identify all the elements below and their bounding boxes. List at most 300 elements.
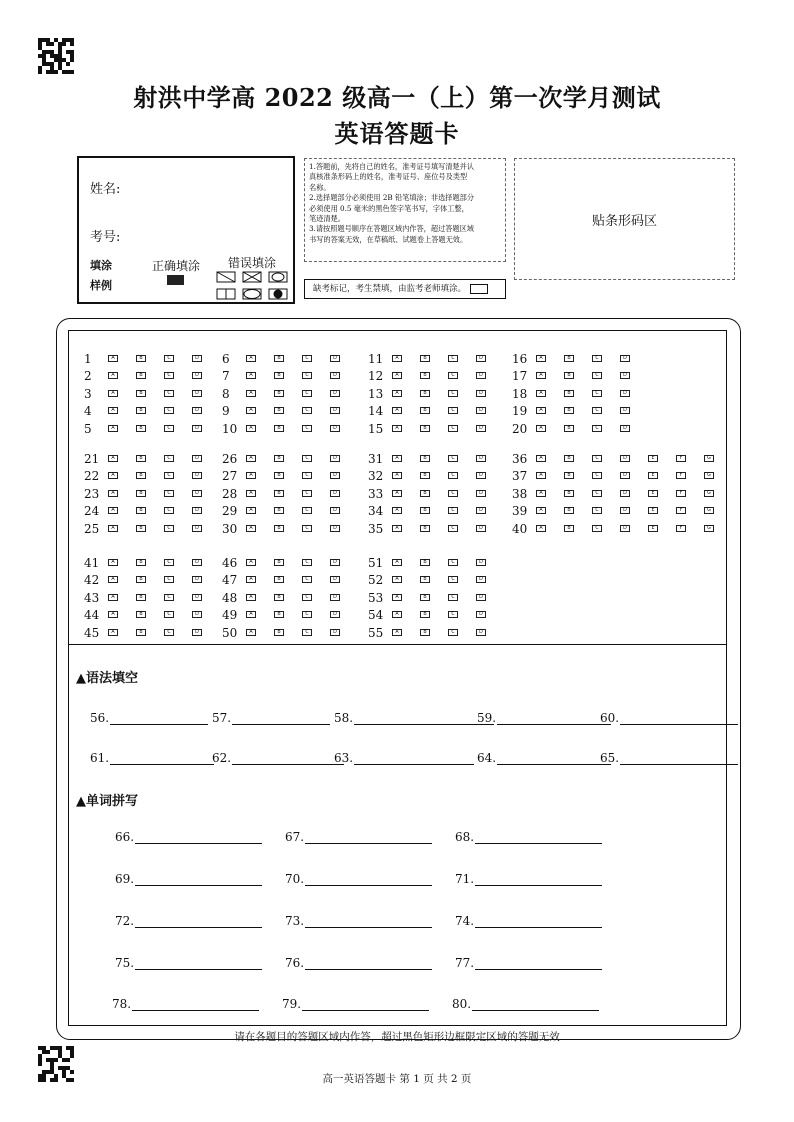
option-19-B[interactable]: B	[564, 407, 574, 414]
option-18-B[interactable]: B	[564, 390, 574, 397]
option-33-D[interactable]: D	[476, 490, 486, 497]
option-5-C[interactable]: C	[164, 425, 174, 432]
absent-checkbox[interactable]	[470, 284, 488, 294]
option-24-C[interactable]: C	[164, 507, 174, 514]
option-27-A[interactable]: A	[246, 472, 256, 479]
option-52-D[interactable]: D	[476, 576, 486, 583]
option-22-A[interactable]: A	[108, 472, 118, 479]
option-20-C[interactable]: C	[592, 425, 602, 432]
option-51-A[interactable]: A	[392, 559, 402, 566]
option-36-C[interactable]: C	[592, 455, 602, 462]
option-41-C[interactable]: C	[164, 559, 174, 566]
option-44-A[interactable]: A	[108, 611, 118, 618]
option-8-D[interactable]: D	[330, 390, 340, 397]
option-45-C[interactable]: C	[164, 629, 174, 636]
option-54-D[interactable]: D	[476, 611, 486, 618]
option-27-B[interactable]: B	[274, 472, 284, 479]
option-55-C[interactable]: C	[448, 629, 458, 636]
option-7-B[interactable]: B	[274, 372, 284, 379]
option-37-G[interactable]: G	[704, 472, 714, 479]
option-28-C[interactable]: C	[302, 490, 312, 497]
question-number-43: 43	[84, 590, 100, 605]
option-38-A[interactable]: A	[536, 490, 546, 497]
option-46-A[interactable]: A	[246, 559, 256, 566]
answer-line[interactable]	[475, 873, 602, 886]
option-16-D[interactable]: D	[620, 355, 630, 362]
option-44-B[interactable]: B	[136, 611, 146, 618]
option-44-D[interactable]: D	[192, 611, 202, 618]
spelling-blank-79[interactable]	[282, 997, 429, 1011]
option-26-A[interactable]: A	[246, 455, 256, 462]
option-11-B[interactable]: B	[420, 355, 430, 362]
answer-line[interactable]	[135, 873, 262, 886]
option-3-C[interactable]: C	[164, 390, 174, 397]
grammar-blank-63[interactable]	[334, 751, 474, 765]
option-8-C[interactable]: C	[302, 390, 312, 397]
option-33-A[interactable]: A	[392, 490, 402, 497]
option-50-C[interactable]: C	[302, 629, 312, 636]
answer-line[interactable]	[135, 831, 262, 844]
option-40-E[interactable]: E	[648, 525, 658, 532]
option-5-D[interactable]: D	[192, 425, 202, 432]
option-11-A[interactable]: A	[392, 355, 402, 362]
option-37-D[interactable]: D	[620, 472, 630, 479]
option-55-A[interactable]: A	[392, 629, 402, 636]
option-1-C[interactable]: C	[164, 355, 174, 362]
option-38-B[interactable]: B	[564, 490, 574, 497]
option-53-B[interactable]: B	[420, 594, 430, 601]
option-32-B[interactable]: B	[420, 472, 430, 479]
option-48-D[interactable]: D	[330, 594, 340, 601]
option-51-C[interactable]: C	[448, 559, 458, 566]
option-31-D[interactable]: D	[476, 455, 486, 462]
answer-line[interactable]	[354, 752, 474, 765]
option-25-D[interactable]: D	[192, 525, 202, 532]
option-41-A[interactable]: A	[108, 559, 118, 566]
question-number-13: 13	[368, 386, 384, 401]
option-36-E[interactable]: E	[648, 455, 658, 462]
option-8-B[interactable]: B	[274, 390, 284, 397]
spelling-blank-78[interactable]	[112, 997, 259, 1011]
option-35-B[interactable]: B	[420, 525, 430, 532]
option-39-B[interactable]: B	[564, 507, 574, 514]
option-36-A[interactable]: A	[536, 455, 546, 462]
answer-line[interactable]	[475, 831, 602, 844]
answer-line[interactable]	[135, 915, 262, 928]
option-4-B[interactable]: B	[136, 407, 146, 414]
option-48-A[interactable]: A	[246, 594, 256, 601]
option-9-A[interactable]: A	[246, 407, 256, 414]
grammar-blank-56[interactable]	[90, 711, 208, 725]
grammar-blank-61[interactable]	[90, 751, 214, 765]
option-38-D[interactable]: D	[620, 490, 630, 497]
option-24-A[interactable]: A	[108, 507, 118, 514]
option-23-D[interactable]: D	[192, 490, 202, 497]
option-5-B[interactable]: B	[136, 425, 146, 432]
option-55-D[interactable]: D	[476, 629, 486, 636]
option-22-C[interactable]: C	[164, 472, 174, 479]
option-36-D[interactable]: D	[620, 455, 630, 462]
blank-number: 67.	[285, 830, 305, 844]
option-40-B[interactable]: B	[564, 525, 574, 532]
option-49-C[interactable]: C	[302, 611, 312, 618]
option-4-D[interactable]: D	[192, 407, 202, 414]
option-37-E[interactable]: E	[648, 472, 658, 479]
option-40-G[interactable]: G	[704, 525, 714, 532]
option-23-A[interactable]: A	[108, 490, 118, 497]
spelling-blank-77[interactable]	[455, 956, 602, 970]
option-49-A[interactable]: A	[246, 611, 256, 618]
option-36-G[interactable]: G	[704, 455, 714, 462]
option-37-A[interactable]: A	[536, 472, 546, 479]
option-9-B[interactable]: B	[274, 407, 284, 414]
grammar-section-title: ▲语法填空	[76, 671, 138, 686]
option-7-D[interactable]: D	[330, 372, 340, 379]
option-21-D[interactable]: D	[192, 455, 202, 462]
option-11-C[interactable]: C	[448, 355, 458, 362]
option-20-D[interactable]: D	[620, 425, 630, 432]
option-55-B[interactable]: B	[420, 629, 430, 636]
option-39-F[interactable]: F	[676, 507, 686, 514]
option-15-C[interactable]: C	[448, 425, 458, 432]
option-50-B[interactable]: B	[274, 629, 284, 636]
option-20-B[interactable]: B	[564, 425, 574, 432]
option-17-B[interactable]: B	[564, 372, 574, 379]
option-35-D[interactable]: D	[476, 525, 486, 532]
option-39-E[interactable]: E	[648, 507, 658, 514]
option-36-F[interactable]: F	[676, 455, 686, 462]
spelling-blank-75[interactable]	[115, 956, 262, 970]
answer-line[interactable]	[232, 712, 330, 725]
option-9-C[interactable]: C	[302, 407, 312, 414]
answer-line[interactable]	[305, 873, 432, 886]
answer-line[interactable]	[305, 915, 432, 928]
option-10-D[interactable]: D	[330, 425, 340, 432]
option-6-D[interactable]: D	[330, 355, 340, 362]
option-44-C[interactable]: C	[164, 611, 174, 618]
answer-line[interactable]	[110, 752, 214, 765]
option-43-D[interactable]: D	[192, 594, 202, 601]
option-7-A[interactable]: A	[246, 372, 256, 379]
option-27-D[interactable]: D	[330, 472, 340, 479]
spelling-blank-80[interactable]	[452, 997, 599, 1011]
section-divider	[68, 644, 727, 645]
option-14-C[interactable]: C	[448, 407, 458, 414]
option-28-B[interactable]: B	[274, 490, 284, 497]
option-53-A[interactable]: A	[392, 594, 402, 601]
option-25-B[interactable]: B	[136, 525, 146, 532]
answer-line[interactable]	[475, 915, 602, 928]
option-35-A[interactable]: A	[392, 525, 402, 532]
option-28-D[interactable]: D	[330, 490, 340, 497]
option-29-D[interactable]: D	[330, 507, 340, 514]
option-35-C[interactable]: C	[448, 525, 458, 532]
option-31-C[interactable]: C	[448, 455, 458, 462]
option-47-B[interactable]: B	[274, 576, 284, 583]
option-2-A[interactable]: A	[108, 372, 118, 379]
answer-line[interactable]	[132, 998, 259, 1011]
option-18-D[interactable]: D	[620, 390, 630, 397]
option-2-C[interactable]: C	[164, 372, 174, 379]
option-42-B[interactable]: B	[136, 576, 146, 583]
option-2-B[interactable]: B	[136, 372, 146, 379]
answer-line[interactable]	[232, 752, 344, 765]
option-3-D[interactable]: D	[192, 390, 202, 397]
option-12-D[interactable]: D	[476, 372, 486, 379]
option-7-C[interactable]: C	[302, 372, 312, 379]
spelling-blank-71[interactable]	[455, 872, 602, 886]
option-21-A[interactable]: A	[108, 455, 118, 462]
spelling-blank-76[interactable]	[285, 956, 432, 970]
spelling-blank-68[interactable]	[455, 830, 602, 844]
option-34-D[interactable]: D	[476, 507, 486, 514]
option-27-C[interactable]: C	[302, 472, 312, 479]
answer-line[interactable]	[620, 712, 738, 725]
option-14-A[interactable]: A	[392, 407, 402, 414]
option-10-B[interactable]: B	[274, 425, 284, 432]
option-26-D[interactable]: D	[330, 455, 340, 462]
option-51-D[interactable]: D	[476, 559, 486, 566]
option-14-D[interactable]: D	[476, 407, 486, 414]
blank-number: 79.	[282, 997, 302, 1011]
option-42-D[interactable]: D	[192, 576, 202, 583]
option-32-C[interactable]: C	[448, 472, 458, 479]
option-22-B[interactable]: B	[136, 472, 146, 479]
option-29-B[interactable]: B	[274, 507, 284, 514]
option-5-A[interactable]: A	[108, 425, 118, 432]
grammar-blank-65[interactable]	[600, 751, 738, 765]
option-47-C[interactable]: C	[302, 576, 312, 583]
option-13-B[interactable]: B	[420, 390, 430, 397]
option-46-C[interactable]: C	[302, 559, 312, 566]
option-54-B[interactable]: B	[420, 611, 430, 618]
option-47-A[interactable]: A	[246, 576, 256, 583]
question-number-22: 22	[84, 469, 100, 484]
answer-line[interactable]	[497, 712, 611, 725]
option-38-G[interactable]: G	[704, 490, 714, 497]
option-40-C[interactable]: C	[592, 525, 602, 532]
option-38-C[interactable]: C	[592, 490, 602, 497]
option-20-A[interactable]: A	[536, 425, 546, 432]
option-39-D[interactable]: D	[620, 507, 630, 514]
option-46-B[interactable]: B	[274, 559, 284, 566]
spelling-blank-69[interactable]	[115, 872, 262, 886]
option-18-C[interactable]: C	[592, 390, 602, 397]
spelling-blank-73[interactable]	[285, 914, 432, 928]
option-36-B[interactable]: B	[564, 455, 574, 462]
grammar-blank-60[interactable]	[600, 711, 738, 725]
question-number-47: 47	[222, 573, 238, 588]
option-37-B[interactable]: B	[564, 472, 574, 479]
option-40-F[interactable]: F	[676, 525, 686, 532]
option-13-D[interactable]: D	[476, 390, 486, 397]
option-53-C[interactable]: C	[448, 594, 458, 601]
grammar-blank-58[interactable]	[334, 711, 497, 725]
option-26-C[interactable]: C	[302, 455, 312, 462]
spelling-blank-67[interactable]	[285, 830, 432, 844]
option-41-B[interactable]: B	[136, 559, 146, 566]
option-48-B[interactable]: B	[274, 594, 284, 601]
option-25-A[interactable]: A	[108, 525, 118, 532]
option-4-C[interactable]: C	[164, 407, 174, 414]
option-19-C[interactable]: C	[592, 407, 602, 414]
answer-line[interactable]	[305, 831, 432, 844]
option-6-C[interactable]: C	[302, 355, 312, 362]
option-33-B[interactable]: B	[420, 490, 430, 497]
spelling-blank-70[interactable]	[285, 872, 432, 886]
option-15-D[interactable]: D	[476, 425, 486, 432]
option-45-A[interactable]: A	[108, 629, 118, 636]
option-13-A[interactable]: A	[392, 390, 402, 397]
option-46-D[interactable]: D	[330, 559, 340, 566]
option-39-G[interactable]: G	[704, 507, 714, 514]
option-33-C[interactable]: C	[448, 490, 458, 497]
option-51-B[interactable]: B	[420, 559, 430, 566]
option-26-B[interactable]: B	[274, 455, 284, 462]
option-39-A[interactable]: A	[536, 507, 546, 514]
option-24-B[interactable]: B	[136, 507, 146, 514]
option-40-A[interactable]: A	[536, 525, 546, 532]
option-16-C[interactable]: C	[592, 355, 602, 362]
option-10-A[interactable]: A	[246, 425, 256, 432]
option-39-C[interactable]: C	[592, 507, 602, 514]
option-15-A[interactable]: A	[392, 425, 402, 432]
option-28-A[interactable]: A	[246, 490, 256, 497]
option-53-D[interactable]: D	[476, 594, 486, 601]
option-19-D[interactable]: D	[620, 407, 630, 414]
option-23-C[interactable]: C	[164, 490, 174, 497]
option-18-A[interactable]: A	[536, 390, 546, 397]
option-11-D[interactable]: D	[476, 355, 486, 362]
option-32-A[interactable]: A	[392, 472, 402, 479]
answer-line[interactable]	[302, 998, 429, 1011]
option-16-B[interactable]: B	[564, 355, 574, 362]
option-8-A[interactable]: A	[246, 390, 256, 397]
option-52-A[interactable]: A	[392, 576, 402, 583]
option-29-A[interactable]: A	[246, 507, 256, 514]
spelling-blank-74[interactable]	[455, 914, 602, 928]
option-24-D[interactable]: D	[192, 507, 202, 514]
option-13-C[interactable]: C	[448, 390, 458, 397]
option-1-A[interactable]: A	[108, 355, 118, 362]
question-number-5: 5	[84, 421, 92, 436]
grammar-blank-57[interactable]	[212, 711, 330, 725]
option-42-C[interactable]: C	[164, 576, 174, 583]
option-50-A[interactable]: A	[246, 629, 256, 636]
answer-line[interactable]	[620, 752, 738, 765]
blank-number: 64.	[477, 751, 497, 765]
answer-line[interactable]	[354, 711, 497, 725]
answer-line[interactable]	[475, 957, 602, 970]
option-3-A[interactable]: A	[108, 390, 118, 397]
grammar-blank-64[interactable]	[477, 751, 611, 765]
option-19-A[interactable]: A	[536, 407, 546, 414]
option-30-D[interactable]: D	[330, 525, 340, 532]
question-number-37: 37	[512, 469, 528, 484]
option-9-D[interactable]: D	[330, 407, 340, 414]
option-29-C[interactable]: C	[302, 507, 312, 514]
option-49-D[interactable]: D	[330, 611, 340, 618]
option-1-B[interactable]: B	[136, 355, 146, 362]
option-22-D[interactable]: D	[192, 472, 202, 479]
option-37-F[interactable]: F	[676, 472, 686, 479]
answer-line[interactable]	[110, 712, 208, 725]
option-38-F[interactable]: F	[676, 490, 686, 497]
option-37-C[interactable]: C	[592, 472, 602, 479]
answer-line[interactable]	[472, 998, 599, 1011]
question-number-8: 8	[222, 386, 230, 401]
option-52-C[interactable]: C	[448, 576, 458, 583]
option-16-A[interactable]: A	[536, 355, 546, 362]
option-34-C[interactable]: C	[448, 507, 458, 514]
option-34-B[interactable]: B	[420, 507, 430, 514]
option-12-C[interactable]: C	[448, 372, 458, 379]
option-15-B[interactable]: B	[420, 425, 430, 432]
option-43-A[interactable]: A	[108, 594, 118, 601]
option-12-A[interactable]: A	[392, 372, 402, 379]
option-21-C[interactable]: C	[164, 455, 174, 462]
grammar-blank-59[interactable]	[477, 711, 611, 725]
spelling-blank-72[interactable]	[115, 914, 262, 928]
option-30-A[interactable]: A	[246, 525, 256, 532]
option-32-D[interactable]: D	[476, 472, 486, 479]
option-49-B[interactable]: B	[274, 611, 284, 618]
option-42-A[interactable]: A	[108, 576, 118, 583]
option-17-D[interactable]: D	[620, 372, 630, 379]
option-31-A[interactable]: A	[392, 455, 402, 462]
option-17-A[interactable]: A	[536, 372, 546, 379]
option-50-D[interactable]: D	[330, 629, 340, 636]
option-31-B[interactable]: B	[420, 455, 430, 462]
option-6-A[interactable]: A	[246, 355, 256, 362]
option-54-A[interactable]: A	[392, 611, 402, 618]
option-25-C[interactable]: C	[164, 525, 174, 532]
option-38-E[interactable]: E	[648, 490, 658, 497]
grammar-blank-62[interactable]	[212, 751, 344, 765]
option-6-B[interactable]: B	[274, 355, 284, 362]
option-17-C[interactable]: C	[592, 372, 602, 379]
option-43-B[interactable]: B	[136, 594, 146, 601]
option-45-D[interactable]: D	[192, 629, 202, 636]
spelling-blank-66[interactable]	[115, 830, 262, 844]
option-54-C[interactable]: C	[448, 611, 458, 618]
option-45-B[interactable]: B	[136, 629, 146, 636]
option-41-D[interactable]: D	[192, 559, 202, 566]
option-12-B[interactable]: B	[420, 372, 430, 379]
option-14-B[interactable]: B	[420, 407, 430, 414]
option-10-C[interactable]: C	[302, 425, 312, 432]
option-47-D[interactable]: D	[330, 576, 340, 583]
blank-number: 59.	[477, 711, 497, 725]
option-2-D[interactable]: D	[192, 372, 202, 379]
option-1-D[interactable]: D	[192, 355, 202, 362]
option-48-C[interactable]: C	[302, 594, 312, 601]
option-30-C[interactable]: C	[302, 525, 312, 532]
answer-line[interactable]	[497, 752, 611, 765]
option-21-B[interactable]: B	[136, 455, 146, 462]
option-34-A[interactable]: A	[392, 507, 402, 514]
answer-line[interactable]	[135, 957, 262, 970]
option-4-A[interactable]: A	[108, 407, 118, 414]
answer-line[interactable]	[305, 957, 432, 970]
option-30-B[interactable]: B	[274, 525, 284, 532]
option-43-C[interactable]: C	[164, 594, 174, 601]
blank-number: 80.	[452, 997, 472, 1011]
option-40-D[interactable]: D	[620, 525, 630, 532]
option-3-B[interactable]: B	[136, 390, 146, 397]
option-23-B[interactable]: B	[136, 490, 146, 497]
option-52-B[interactable]: B	[420, 576, 430, 583]
